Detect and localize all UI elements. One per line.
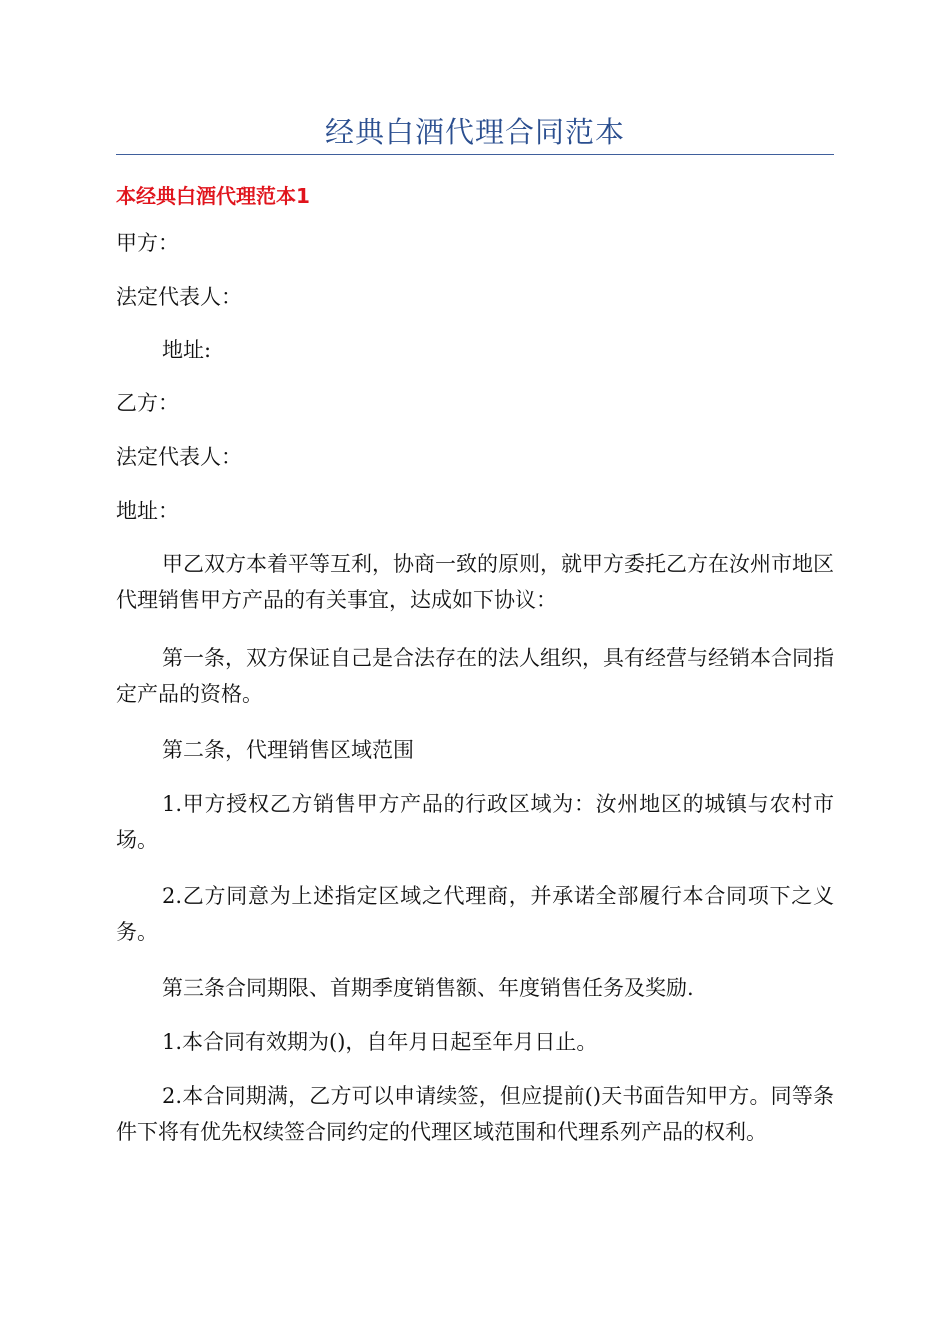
party-b-representative-label: 法定代表人： [116, 445, 242, 469]
article-3-item-2: 2.本合同期满，乙方可以申请续签，但应提前()天书面告知甲方。同等条件下将有优先权续签合同约定的代理区域范围和代理系列产品的权利。 [116, 1084, 834, 1144]
party-a-address-label: 地址: [162, 338, 212, 362]
party-a-representative-label: 法定代表人： [116, 285, 242, 309]
party-a-label: 甲方： [116, 231, 179, 255]
article-2-item-2: 2.乙方同意为上述指定区域之代理商，并承诺全部履行本合同项下之义务。 [116, 884, 834, 944]
intro-paragraph: 甲乙双方本着平等互利，协商一致的原则，就甲方委托乙方在汝州市地区代理销售甲方产品的有关事宜，达成如下协议： [116, 552, 834, 612]
section-heading: 本经典白酒代理范本1 [116, 184, 310, 208]
article-2-title: 第二条，代理销售区域范围 [162, 738, 414, 762]
document-title: 经典白酒代理合同范本 [324, 115, 625, 149]
party-b-address-label: 地址： [116, 499, 179, 523]
article-2-item-1: 1.甲方授权乙方销售甲方产品的行政区域为：汝州地区的城镇与农村市场。 [116, 792, 834, 852]
party-b-label: 乙方： [116, 391, 179, 415]
article-3-title: 第三条合同期限、首期季度销售额、年度销售任务及奖励. [162, 976, 694, 1000]
article-1-paragraph: 第一条，双方保证自己是合法存在的法人组织，具有经营与经销本合同指定产品的资格。 [116, 646, 834, 706]
title-underline [116, 154, 834, 155]
article-3-item-1: 1.本合同有效期为()，自年月日起至年月日止。 [162, 1030, 598, 1054]
